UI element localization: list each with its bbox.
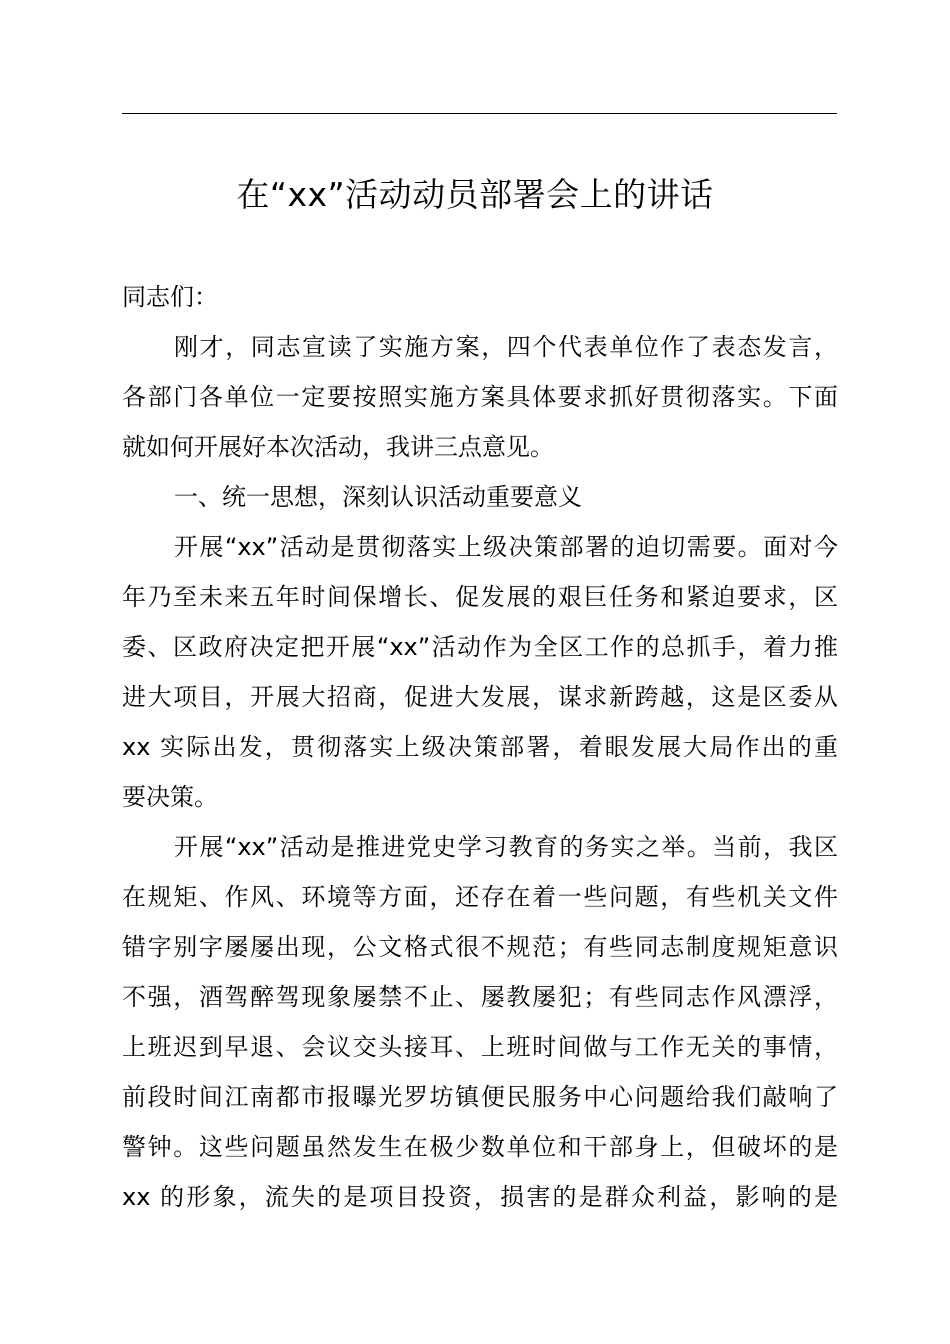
paragraph-line: 在规矩、作风、环境等方面，还存在着一些问题，有些机关文件 [122, 883, 838, 911]
salutation: 同志们： [122, 283, 218, 311]
paragraph-line: 进大项目，开展大招商，促进大发展，谋求新跨越，这是区委从 [122, 683, 838, 711]
paragraph-line: 前段时间江南都市报曝光罗坊镇便民服务中心问题给我们敲响了 [122, 1083, 838, 1111]
paragraph-line: 上班迟到早退、会议交头接耳、上班时间做与工作无关的事情， [122, 1033, 838, 1061]
document-title: 在“xx”活动动员部署会上的讲话 [236, 175, 714, 214]
paragraph [122, 522, 838, 822]
paragraph-line: 要决策。 [122, 783, 218, 811]
section-heading [122, 472, 838, 522]
paragraph-line: 委、区政府决定把开展“xx”活动作为全区工作的总抓手，着力推 [122, 633, 838, 661]
header-rule [122, 113, 837, 114]
paragraph-line: 开展“xx”活动是推进党史学习教育的务实之举。当前，我区 [174, 833, 838, 861]
paragraph-line: 不强，酒驾醉驾现象屡禁不止、屡教屡犯；有些同志作风漂浮， [122, 983, 838, 1011]
paragraph-line: 刚才，同志宣读了实施方案，四个代表单位作了表态发言， [174, 333, 838, 361]
paragraph-line: 就如何开展好本次活动，我讲三点意见。 [122, 433, 554, 461]
paragraph [122, 822, 838, 1222]
paragraph [122, 322, 838, 472]
document-body [122, 272, 838, 1222]
paragraph-line: 开展“xx”活动是贯彻落实上级决策部署的迫切需要。面对今 [174, 533, 838, 561]
paragraph-line: 警钟。这些问题虽然发生在极少数单位和干部身上，但破坏的是 [122, 1133, 838, 1161]
section-heading-text: 一、统一思想，深刻认识活动重要意义 [174, 483, 582, 511]
paragraph-line: 各部门各单位一定要按照实施方案具体要求抓好贯彻落实。下面 [122, 383, 838, 411]
paragraph-line: xx 实际出发，贯彻落实上级决策部署，着眼发展大局作出的重 [122, 733, 838, 761]
paragraph-line: 错字别字屡屡出现，公文格式很不规范；有些同志制度规矩意识 [122, 933, 838, 961]
paragraph-line: 年乃至未来五年时间保增长、促发展的艰巨任务和紧迫要求，区 [122, 583, 838, 611]
paragraph-line: xx 的形象，流失的是项目投资，损害的是群众利益，影响的是 [122, 1183, 838, 1211]
